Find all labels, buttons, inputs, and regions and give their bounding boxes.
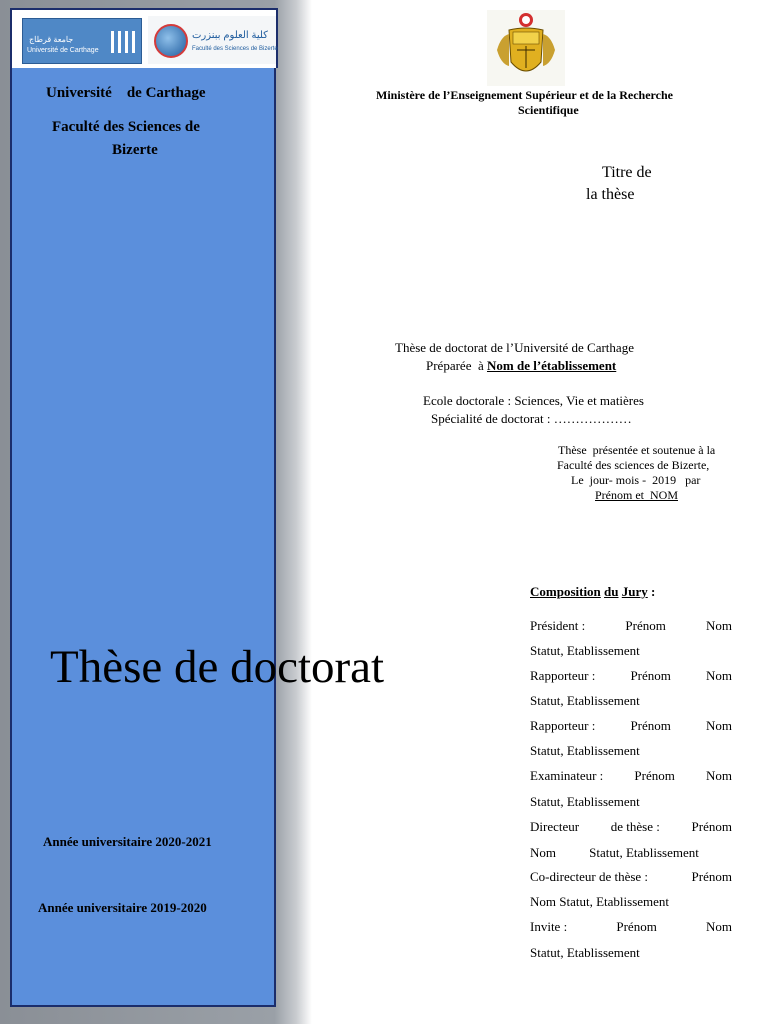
establishment-name: Nom de l’établissement xyxy=(487,358,617,373)
jury-cell: Examinateur : xyxy=(530,768,604,783)
university-name: Université de Carthage xyxy=(46,85,206,101)
faculty-bizerte-logo xyxy=(148,16,276,64)
jury-row xyxy=(530,919,732,935)
pillars-icon xyxy=(109,25,135,55)
logo-left-text: Université de Carthage xyxy=(27,47,99,54)
defense-line4: Prénom et NOM xyxy=(595,488,678,502)
thesis-university-line: Thèse de doctorat de l’Université de Carthage xyxy=(395,340,634,355)
jury-cell: Statut, Etablissement xyxy=(530,643,640,658)
ministry-line1: Ministère de l’Enseignement Supérieur et de la Recherche xyxy=(376,88,673,102)
tunisia-emblem-icon xyxy=(487,10,565,86)
university-carthage-logo xyxy=(22,18,142,64)
thesis-title-line1: Titre de xyxy=(602,164,652,181)
jury-row xyxy=(530,768,732,784)
jury-cell: Rapporteur : xyxy=(530,668,596,683)
jury-cell: Statut, Etablissement xyxy=(530,945,640,960)
document-title: Thèse de doctorat xyxy=(50,641,385,693)
defense-line2: Faculté des sciences de Bizerte, xyxy=(557,458,710,472)
jury-cell: Invite : xyxy=(530,919,568,934)
doctoral-school: Ecole doctorale : Sciences, Vie et matières xyxy=(423,393,644,408)
jury-heading-composition: Composition xyxy=(530,584,601,599)
jury-cell: Prénom xyxy=(634,768,675,783)
jury-row xyxy=(530,869,732,885)
logo-left-arabic: جامعة قرطاج xyxy=(29,35,74,44)
jury-cell: Nom xyxy=(705,668,732,683)
logo-right-arabic: كلية العلوم ببنزرت xyxy=(192,30,268,41)
jury-cell: Statut, Etablissement xyxy=(589,845,699,860)
faculty-name-line2: Bizerte xyxy=(112,142,158,158)
jury-heading-du: du xyxy=(604,584,619,599)
jury-cell: Rapporteur : xyxy=(530,718,596,733)
jury-cell: de thèse : xyxy=(610,819,660,834)
ministry-line2: Scientifique xyxy=(518,103,579,117)
jury-cell: Statut, Etablissement xyxy=(530,794,640,809)
globe-icon xyxy=(154,24,188,58)
jury-cell: Prénom xyxy=(630,668,671,683)
jury-heading-jury: Jury xyxy=(621,584,648,599)
academic-year-2: Année universitaire 2019-2020 xyxy=(38,900,207,915)
doctoral-speciality: Spécialité de doctorat : ……………… xyxy=(431,411,632,426)
jury-row xyxy=(530,743,732,759)
jury-cell: Nom xyxy=(530,845,556,860)
jury-cell: Prénom xyxy=(616,919,657,934)
jury-cell: Prénom xyxy=(691,819,732,834)
jury-row xyxy=(530,819,732,835)
defense-line3: Le jour- mois - 2019 par xyxy=(571,473,701,487)
logo-strip xyxy=(10,8,278,68)
jury-cell: Directeur xyxy=(530,819,580,834)
faculty-name-line1: Faculté des Sciences de xyxy=(52,119,200,135)
thesis-title-line2: la thèse xyxy=(586,186,635,203)
jury-cell: Prénom xyxy=(691,869,732,884)
jury-heading xyxy=(530,584,655,600)
jury-cell: Nom xyxy=(705,768,732,783)
jury-row xyxy=(530,618,732,634)
jury-cell: Nom Statut, Etablissement xyxy=(530,894,670,909)
prepared-at-prefix: Préparée à xyxy=(426,358,487,373)
jury-row xyxy=(530,894,732,910)
jury-cell: Nom xyxy=(705,919,732,934)
jury-cell: Statut, Etablissement xyxy=(530,693,640,708)
jury-row xyxy=(530,693,732,709)
jury-cell: Nom xyxy=(705,718,732,733)
jury-heading-colon: : xyxy=(647,584,656,599)
jury-row xyxy=(530,668,732,684)
defense-line1: Thèse présentée et soutenue à la xyxy=(558,443,716,457)
jury-cell: Statut, Etablissement xyxy=(530,743,640,758)
jury-row xyxy=(530,794,732,810)
jury-row xyxy=(530,643,732,659)
jury-cell: Co-directeur de thèse : xyxy=(530,869,649,884)
jury-cell: Président : xyxy=(530,618,586,633)
jury-cell: Prénom xyxy=(630,718,671,733)
prepared-at-line xyxy=(426,358,616,374)
jury-row xyxy=(530,845,732,861)
jury-row xyxy=(530,945,732,961)
jury-row xyxy=(530,718,732,734)
academic-year-1: Année universitaire 2020-2021 xyxy=(43,834,212,849)
jury-cell: Prénom xyxy=(625,618,666,633)
jury-cell: Nom xyxy=(705,618,732,633)
logo-right-text: Faculté des Sciences de Bizerte xyxy=(192,46,278,52)
